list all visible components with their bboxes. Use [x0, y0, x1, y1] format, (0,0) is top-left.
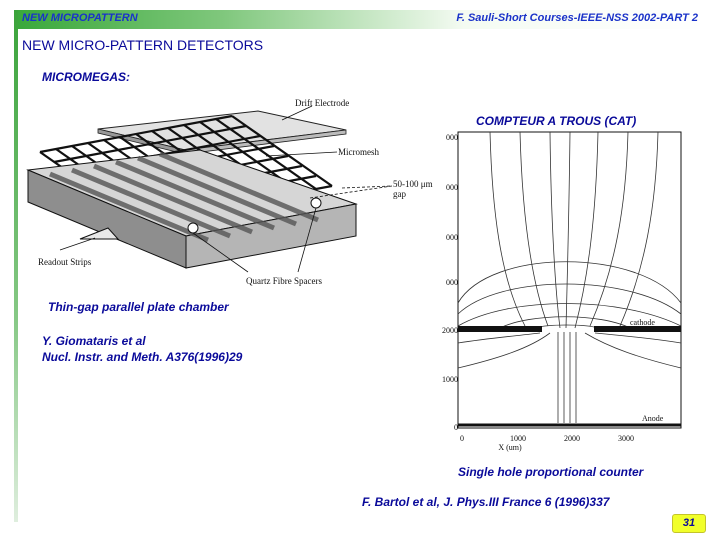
x-axis-label: X (um) — [498, 443, 522, 452]
cat-caption: Single hole proportional counter — [458, 465, 644, 479]
cathode-label: cathode — [630, 318, 655, 327]
cat-heading: COMPTEUR A TROUS (CAT) — [476, 114, 637, 128]
page-number-badge — [672, 514, 706, 533]
micromegas-reference-2: Nucl. Instr. and Meth. A376(1996)29 — [42, 350, 243, 364]
readout-strips-label: Readout Strips — [38, 257, 92, 267]
x-tick-3: 2000 — [564, 434, 580, 443]
gap-label: 50-100 μm — [393, 179, 433, 189]
y-tick-2: 000 — [446, 183, 458, 192]
y-tick-7: 0 — [454, 423, 458, 432]
micromegas-reference-1: Y. Giomataris et al — [42, 334, 146, 348]
y-tick-1: 000 — [446, 133, 458, 142]
page-number: 31 — [682, 517, 696, 529]
header-right: F. Sauli-Short Courses-IEEE-NSS 2002-PART 2 — [456, 12, 698, 24]
slide-title: NEW MICRO-PATTERN DETECTORS — [22, 37, 264, 53]
y-tick-6: 1000 — [442, 375, 458, 384]
cat-field-diagram — [430, 128, 700, 453]
y-tick-3: 000 — [446, 233, 458, 242]
cat-reference: F. Bartol et al, J. Phys.III France 6 (1996)337 — [362, 495, 610, 509]
sidebar-stripe — [14, 10, 18, 522]
drift-electrode-label: Drift Electrode — [295, 98, 350, 108]
anode-label: Anode — [642, 414, 664, 423]
x-tick-4: 3000 — [618, 434, 634, 443]
header-left: NEW MICROPATTERN — [22, 12, 138, 24]
spacers-label: Quartz Fibre Spacers — [246, 276, 322, 286]
micromegas-caption: Thin-gap parallel plate chamber — [48, 300, 229, 314]
x-tick-1: 0 — [460, 434, 464, 443]
gap-unit-label: gap — [393, 189, 406, 199]
y-tick-5: 2000 — [442, 326, 458, 335]
micromegas-heading: MICROMEGAS: — [42, 70, 130, 84]
y-tick-4: 000 — [446, 278, 458, 287]
micromegas-diagram — [20, 92, 433, 297]
x-tick-2: 1000 — [510, 434, 526, 443]
micromesh-label: Micromesh — [338, 147, 379, 157]
